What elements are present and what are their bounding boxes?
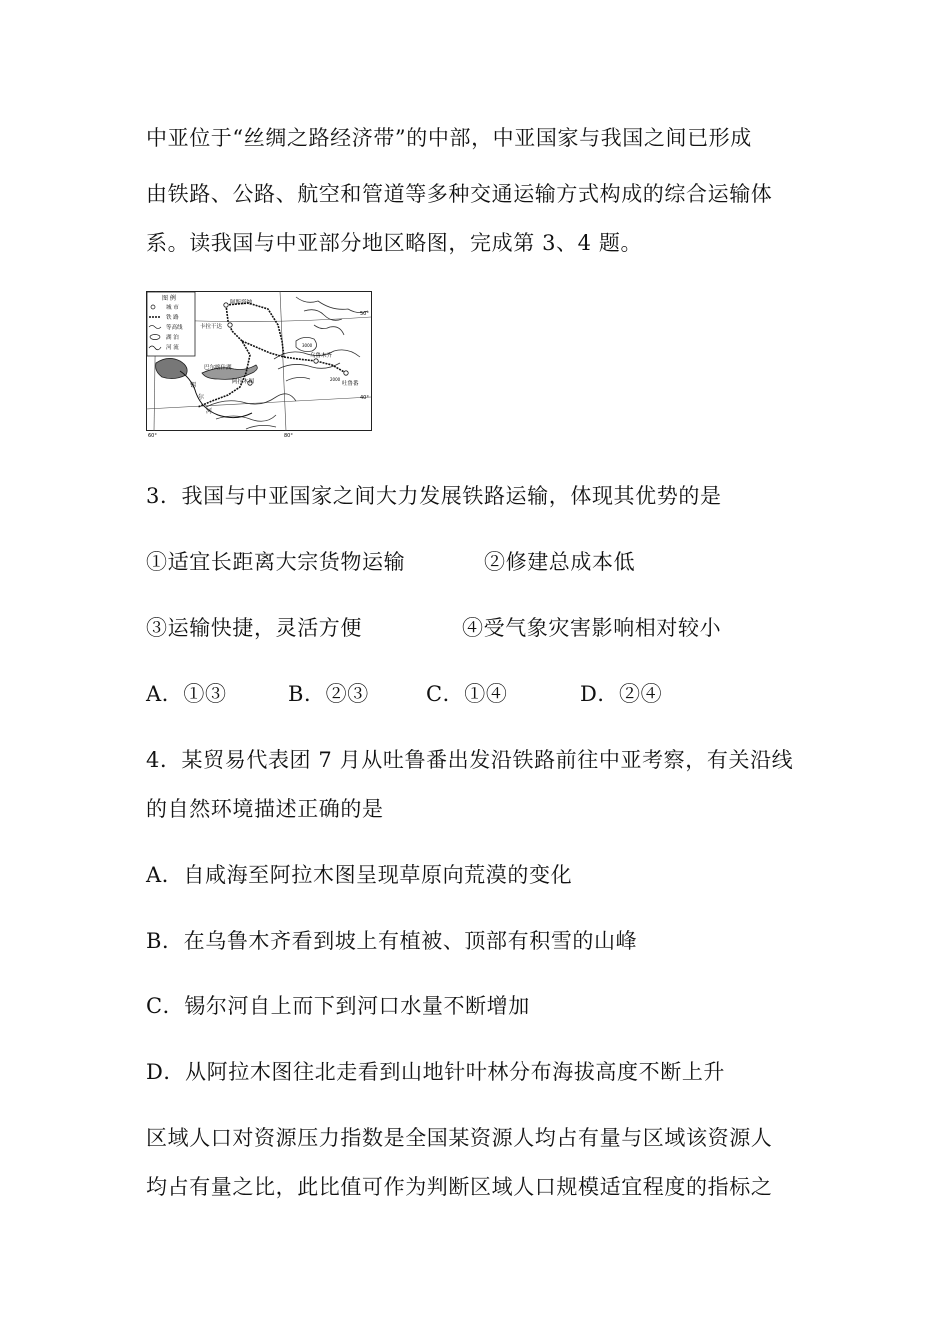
q3-item-2: ②修建总成本低 <box>484 550 636 574</box>
contour-2000-label: 2000 <box>330 377 341 382</box>
river-char-2: 尔 <box>198 394 205 401</box>
q3-stem: 3．我国与中亚国家之间大力发展铁路运输，体现其优势的是 <box>146 484 722 508</box>
lat-50-label: 50° <box>360 311 369 317</box>
q3-item-1: ①适宜长距离大宗货物运输 <box>146 550 406 574</box>
legend-railway: 铁 路 <box>166 315 179 321</box>
q3-option-d[interactable]: D．②④ <box>580 682 663 706</box>
q3-option-a[interactable]: A．①③ <box>146 682 227 706</box>
outro-line-2: 均占有量之比，此比值可作为判断区域人口规模适宜程度的指标之 <box>146 1175 773 1199</box>
q3-option-c[interactable]: C．①④ <box>426 682 508 706</box>
intro-line-1: 中亚位于“丝绸之路经济带”的中部，中亚国家与我国之间已形成 <box>146 126 752 150</box>
q3-item-3: ③运输快捷，灵活方便 <box>146 616 362 640</box>
q3-item-4: ④受气象灾害影响相对较小 <box>462 616 722 640</box>
legend-city: 城 市 <box>166 305 179 311</box>
legend-river: 河 流 <box>166 345 179 351</box>
map-svg <box>146 291 372 437</box>
city-astana-dot <box>224 303 228 307</box>
lon-80-label: 80° <box>284 433 293 437</box>
legend-title: 图 例 <box>162 295 176 302</box>
lat-40-label: 40° <box>360 395 369 401</box>
city-urumqi-label: 乌鲁木齐 <box>310 353 333 359</box>
city-urumqi-dot <box>314 359 318 363</box>
lon-60-label: 60° <box>148 433 157 437</box>
q3-option-b[interactable]: B．②③ <box>288 682 369 706</box>
river-char-1: 锡 <box>190 382 197 389</box>
q4-option-c[interactable]: C．锡尔河自上而下到河口水量不断增加 <box>146 994 530 1018</box>
city-turpan-dot <box>344 371 348 375</box>
central-asia-map <box>146 291 372 437</box>
q4-option-d[interactable]: D．从阿拉木图往北走看到山地针叶林分布海拔高度不断上升 <box>146 1060 726 1084</box>
outro-line-1: 区域人口对资源压力指数是全国某资源人均占有量与区域该资源人 <box>146 1126 773 1150</box>
intro-line-2: 由铁路、公路、航空和管道等多种交通运输方式构成的综合运输体 <box>146 182 773 206</box>
q4-stem-line-1: 4．某贸易代表团 7 月从吐鲁番出发沿铁路前往中亚考察，有关沿线 <box>146 748 794 772</box>
q4-option-b[interactable]: B．在乌鲁木齐看到坡上有植被、顶部有积雪的山峰 <box>146 929 638 953</box>
lake-balkhash-label: 巴尔喀什湖 <box>204 365 232 371</box>
legend-lake: 湖 泊 <box>166 335 179 341</box>
legend-contour: 等高线 <box>166 325 183 331</box>
city-almaty-label: 阿拉木图 <box>232 379 255 385</box>
q4-option-a[interactable]: A．自咸海至阿拉木图呈现草原向荒漠的变化 <box>146 863 573 887</box>
contour-3000-label: 3000 <box>302 343 313 348</box>
q4-stem-line-2: 的自然环境描述正确的是 <box>146 797 384 821</box>
intro-line-3: 系。读我国与中亚部分地区略图，完成第 3、4 题。 <box>146 231 643 255</box>
city-karaganda-label: 卡拉干达 <box>200 324 223 330</box>
river-char-3: 河 <box>206 408 213 415</box>
city-turpan-label: 吐鲁番 <box>342 381 359 387</box>
city-astana-label: 阿斯塔纳 <box>230 300 253 306</box>
city-karaganda-dot <box>228 323 232 327</box>
